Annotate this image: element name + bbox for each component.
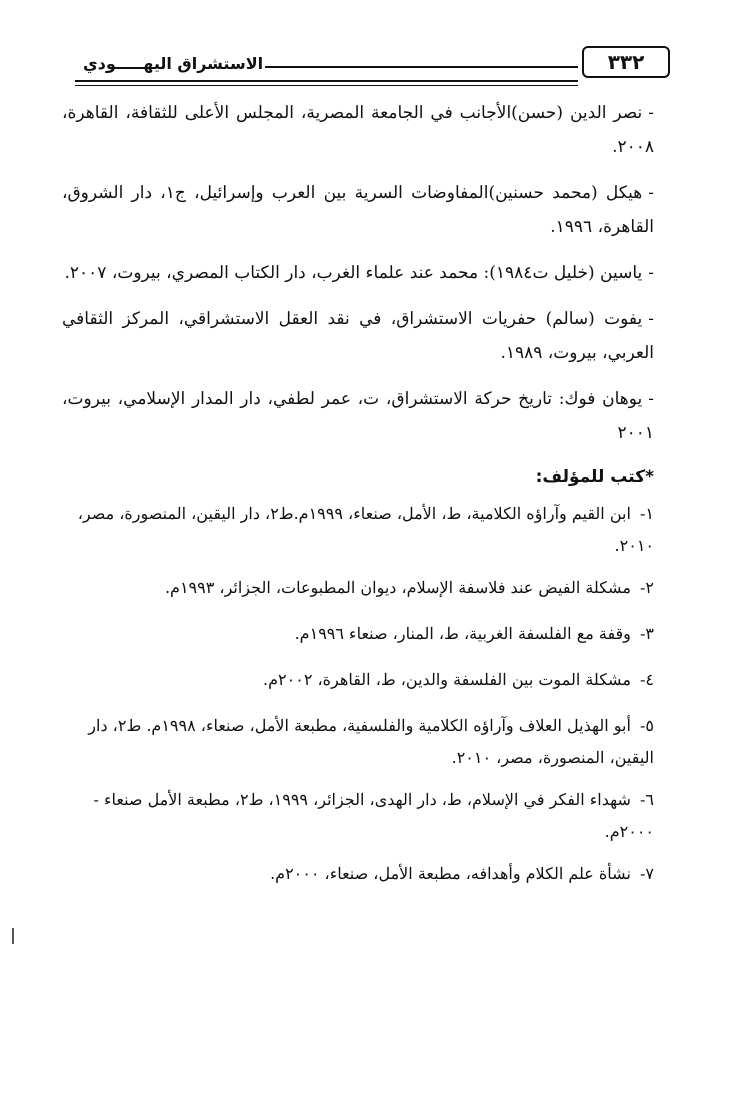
work-text: شهداء الفكر في الإسلام، ط، دار الهدى، الجزائر، ١٩٩٩، ط٢، مطبعة الأمل صنعاء - ٢٠٠٠م. <box>93 790 654 841</box>
reference-entry <box>62 256 654 290</box>
reference-text: يوهان فوك: تاريخ حركة الاستشراق، ت، عمر لطفي، دار المدار الإسلامي، بيروت، ٢٠٠١ <box>62 389 654 443</box>
reference-text: ياسين (خليل ت١٩٨٤): محمد عند علماء الغرب، دار الكتاب المصري، بيروت، ٢٠٠٧. <box>64 263 643 283</box>
work-text: ابن القيم وآراؤه الكلامية، ط، الأمل، صنعاء، ١٩٩٩م.ط٢، دار اليقين، المنصورة، مصر، ٢٠١٠. <box>77 504 654 555</box>
work-text: مشكلة الفيض عند فلاسفة الإسلام، ديوان المطبوعات، الجزائر، ١٩٩٣م. <box>164 578 631 597</box>
entry-dash: - <box>648 103 654 123</box>
work-number: ٦- <box>640 790 654 809</box>
page-number: ٣٣٢ <box>582 46 670 78</box>
reference-text: يفوت (سالم) حفريات الاستشراق، في نقد العقل الاستشراقي، المركز الثقافي العربي، بيروت، ١٩٨٩. <box>62 309 654 363</box>
work-entry <box>62 784 654 848</box>
header-rule-lower <box>75 80 578 82</box>
work-text: مشكلة الموت بين الفلسفة والدين، ط، القاهرة، ٢٠٠٢م. <box>263 670 631 689</box>
scan-edge-mark <box>12 928 14 944</box>
work-text: نشأة علم الكلام وأهدافه، مطبعة الأمل، صنعاء، ٢٠٠٠م. <box>270 864 631 883</box>
work-entry <box>62 572 654 604</box>
work-entry <box>62 498 654 562</box>
work-entry <box>62 710 654 774</box>
header-rule-thin <box>75 85 578 86</box>
work-number: ٣- <box>640 624 654 643</box>
work-text: وقفة مع الفلسفة الغربية، ط، المنار، صنعاء ١٩٩٦م. <box>294 624 631 643</box>
page-header <box>75 40 670 88</box>
section-heading: *كتب للمؤلف: <box>535 467 654 487</box>
running-title: الاستشراق اليهـــــودي <box>83 54 264 73</box>
work-entry <box>62 664 654 696</box>
entry-dash: - <box>648 183 654 203</box>
work-number: ٤- <box>640 670 654 689</box>
entry-dash: - <box>648 389 654 409</box>
work-number: ١- <box>640 504 654 523</box>
work-number: ٢- <box>640 578 654 597</box>
header-rule-upper <box>265 66 578 68</box>
work-number: ٧- <box>640 864 654 883</box>
work-text: أبو الهذيل العلاف وآراؤه الكلامية والفلسفية، مطبعة الأمل، صنعاء، ١٩٩٨م. ط٢، دار اليقين، المنصورة، مصر، ٢٠١٠. <box>88 716 654 767</box>
work-entry <box>62 858 654 890</box>
reference-entry <box>62 302 654 370</box>
reference-text: هيكل (محمد حسنين)المفاوضات السرية بين العرب وإسرائيل، ج١، دار الشروق، القاهرة، ١٩٩٦. <box>62 183 654 237</box>
reference-entry <box>62 382 654 450</box>
entry-dash: - <box>648 309 654 329</box>
reference-text: نصر الدين (حسن)الأجانب في الجامعة المصرية، المجلس الأعلى للثقافة، القاهرة، ٢٠٠٨. <box>62 103 654 157</box>
entry-dash: - <box>648 263 654 283</box>
work-entry <box>62 618 654 650</box>
reference-entry <box>62 176 654 244</box>
work-number: ٥- <box>640 716 654 735</box>
reference-entry <box>62 96 654 164</box>
bibliography-content <box>62 96 654 900</box>
